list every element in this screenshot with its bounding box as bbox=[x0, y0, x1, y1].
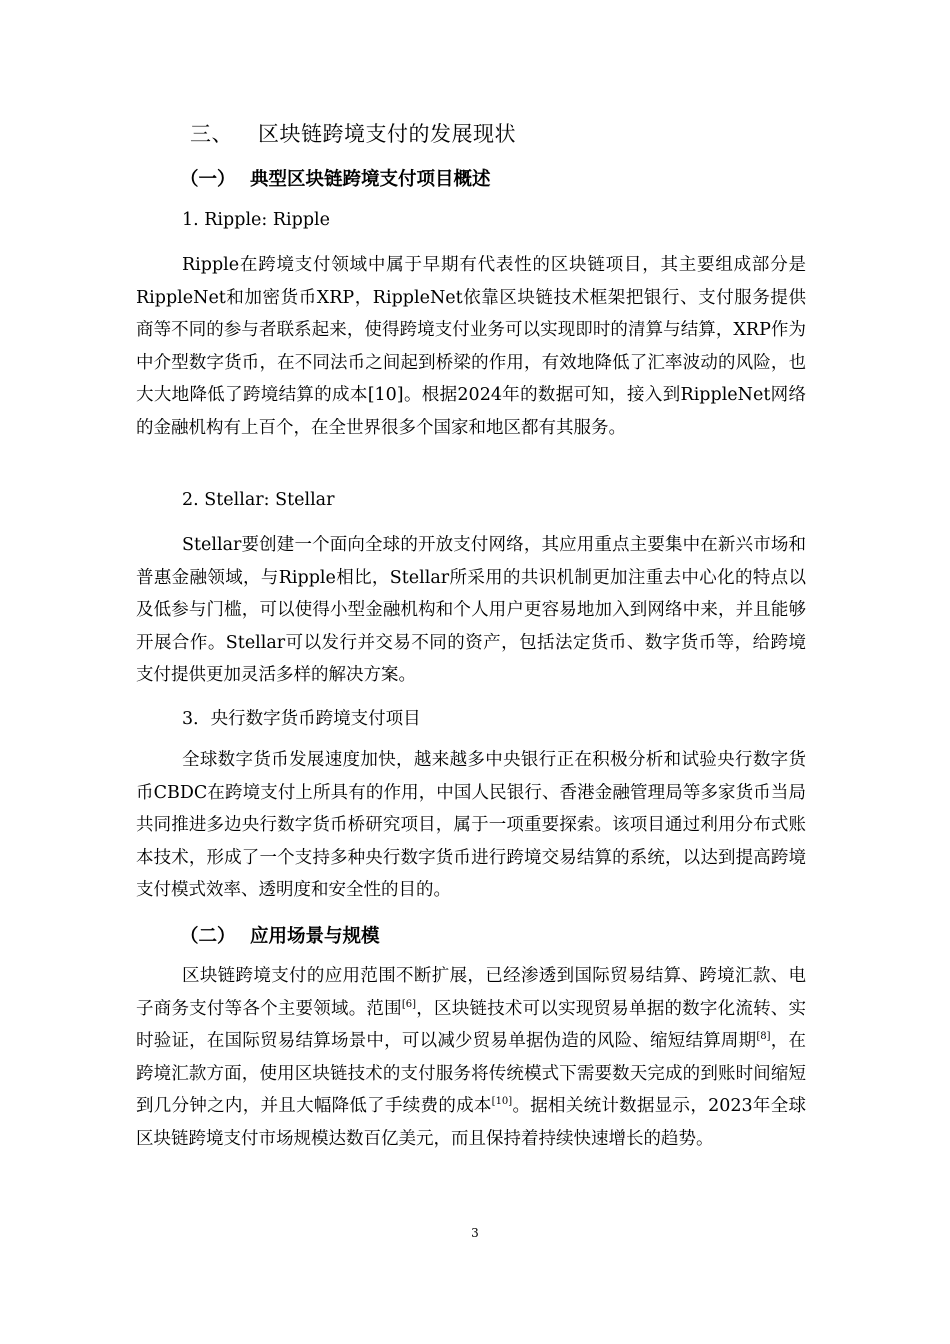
subsection-heading-1 bbox=[180, 165, 491, 191]
paragraph-text: ，区块链技术可以实现贸易单据的数字化流转、实时验证，在国际贸易结算场景中，可以减少贸易单据伪造的风险、缩短结算周期 bbox=[136, 998, 807, 1052]
paragraph-stellar: Stellar要创建一个面向全球的开放支付网络，其应用重点主要集中在新兴市场和普惠金融领域，与Ripple相比，Stellar所采用的共识机制更加注重去中心化的特点以及低参与门槛，可以使得小型金融机构和个人用户更容易地加入到网络中来，并且能够开展合作。Stellar可以发行并交易不同的资产，包括法定货币、数字货币等，给跨境支付提供更加灵活多样的解决方案。 bbox=[136, 535, 806, 686]
paragraph-cbdc: 全球数字货币发展速度加快，越来越多中央银行正在积极分析和试验央行数字货币CBDC在跨境支付上所具有的作用，中国人民银行、香港金融管理局等多家货币当局共同推进多边央行数字货币桥研究项目，属于一项重要探索。该项目通过利用分布式账本技术，形成了一个支持多种央行数字货币进行跨境交易结算的系统，以达到提高跨境支付模式效率、透明度和安全性的目的。 bbox=[136, 750, 806, 901]
citation: [6] bbox=[401, 998, 417, 1010]
paragraph-text: 区块链跨境支付的应用范围不断扩展，已经渗透到国际贸易结算、跨境汇款、电子商务支付等各个主要领域。范围 bbox=[136, 966, 806, 1019]
paragraph-scenarios bbox=[136, 960, 806, 1156]
subsection-title: 应用场景与规模 bbox=[250, 926, 380, 947]
page-number: 3 bbox=[471, 1226, 479, 1240]
item-heading-stellar: 2. Stellar: Stellar bbox=[182, 490, 335, 510]
item-heading-ripple: 1. Ripple: Ripple bbox=[182, 210, 330, 230]
subsection-number: （一） bbox=[180, 169, 236, 190]
section-number: 三、 bbox=[190, 122, 233, 146]
citation: [8] bbox=[756, 1031, 771, 1043]
subsection-title: 典型区块链跨境支付项目概述 bbox=[250, 169, 491, 190]
paragraph-ripple: Ripple在跨境支付领域中属于早期有代表性的区块链项目，其主要组成部分是RippleNet和加密货币XRP，RippleNet依靠区块链技术框架把银行、支付服务提供商等不同的参与者联系起来，使得跨境支付业务可以实现即时的清算与结算，XRP作为中介型数字货币，在不同法币之间起到桥梁的作用，有效地降低了汇率波动的风险，也大大地降低了跨境结算的成本[10]。根据2024年的数据可知，接入到RippleNet网络的金融机构有上百个，在全世界很多个国家和地区都有其服务。 bbox=[136, 255, 806, 438]
section-title: 区块链跨境支付的发展现状 bbox=[258, 122, 516, 146]
item-heading-cbdc: 3．央行数字货币跨境支付项目 bbox=[182, 709, 421, 729]
subsection-number: （二） bbox=[180, 926, 236, 947]
subsection-heading-2 bbox=[180, 922, 380, 948]
citation: [10] bbox=[491, 1096, 513, 1108]
paragraph-text: ，在跨境汇款方面，使用区块链技术的支付服务将传统模式下需要数天完成的到账时间缩短到几分钟之内，并且大幅降低了手续费的成本 bbox=[136, 1031, 807, 1117]
paragraph-text: 。据相关统计数据显示，2023年全球区块链跨境支付市场规模达数百亿美元，而且保持着持续快速增长的趋势。 bbox=[136, 1096, 806, 1149]
section-heading bbox=[190, 118, 516, 148]
